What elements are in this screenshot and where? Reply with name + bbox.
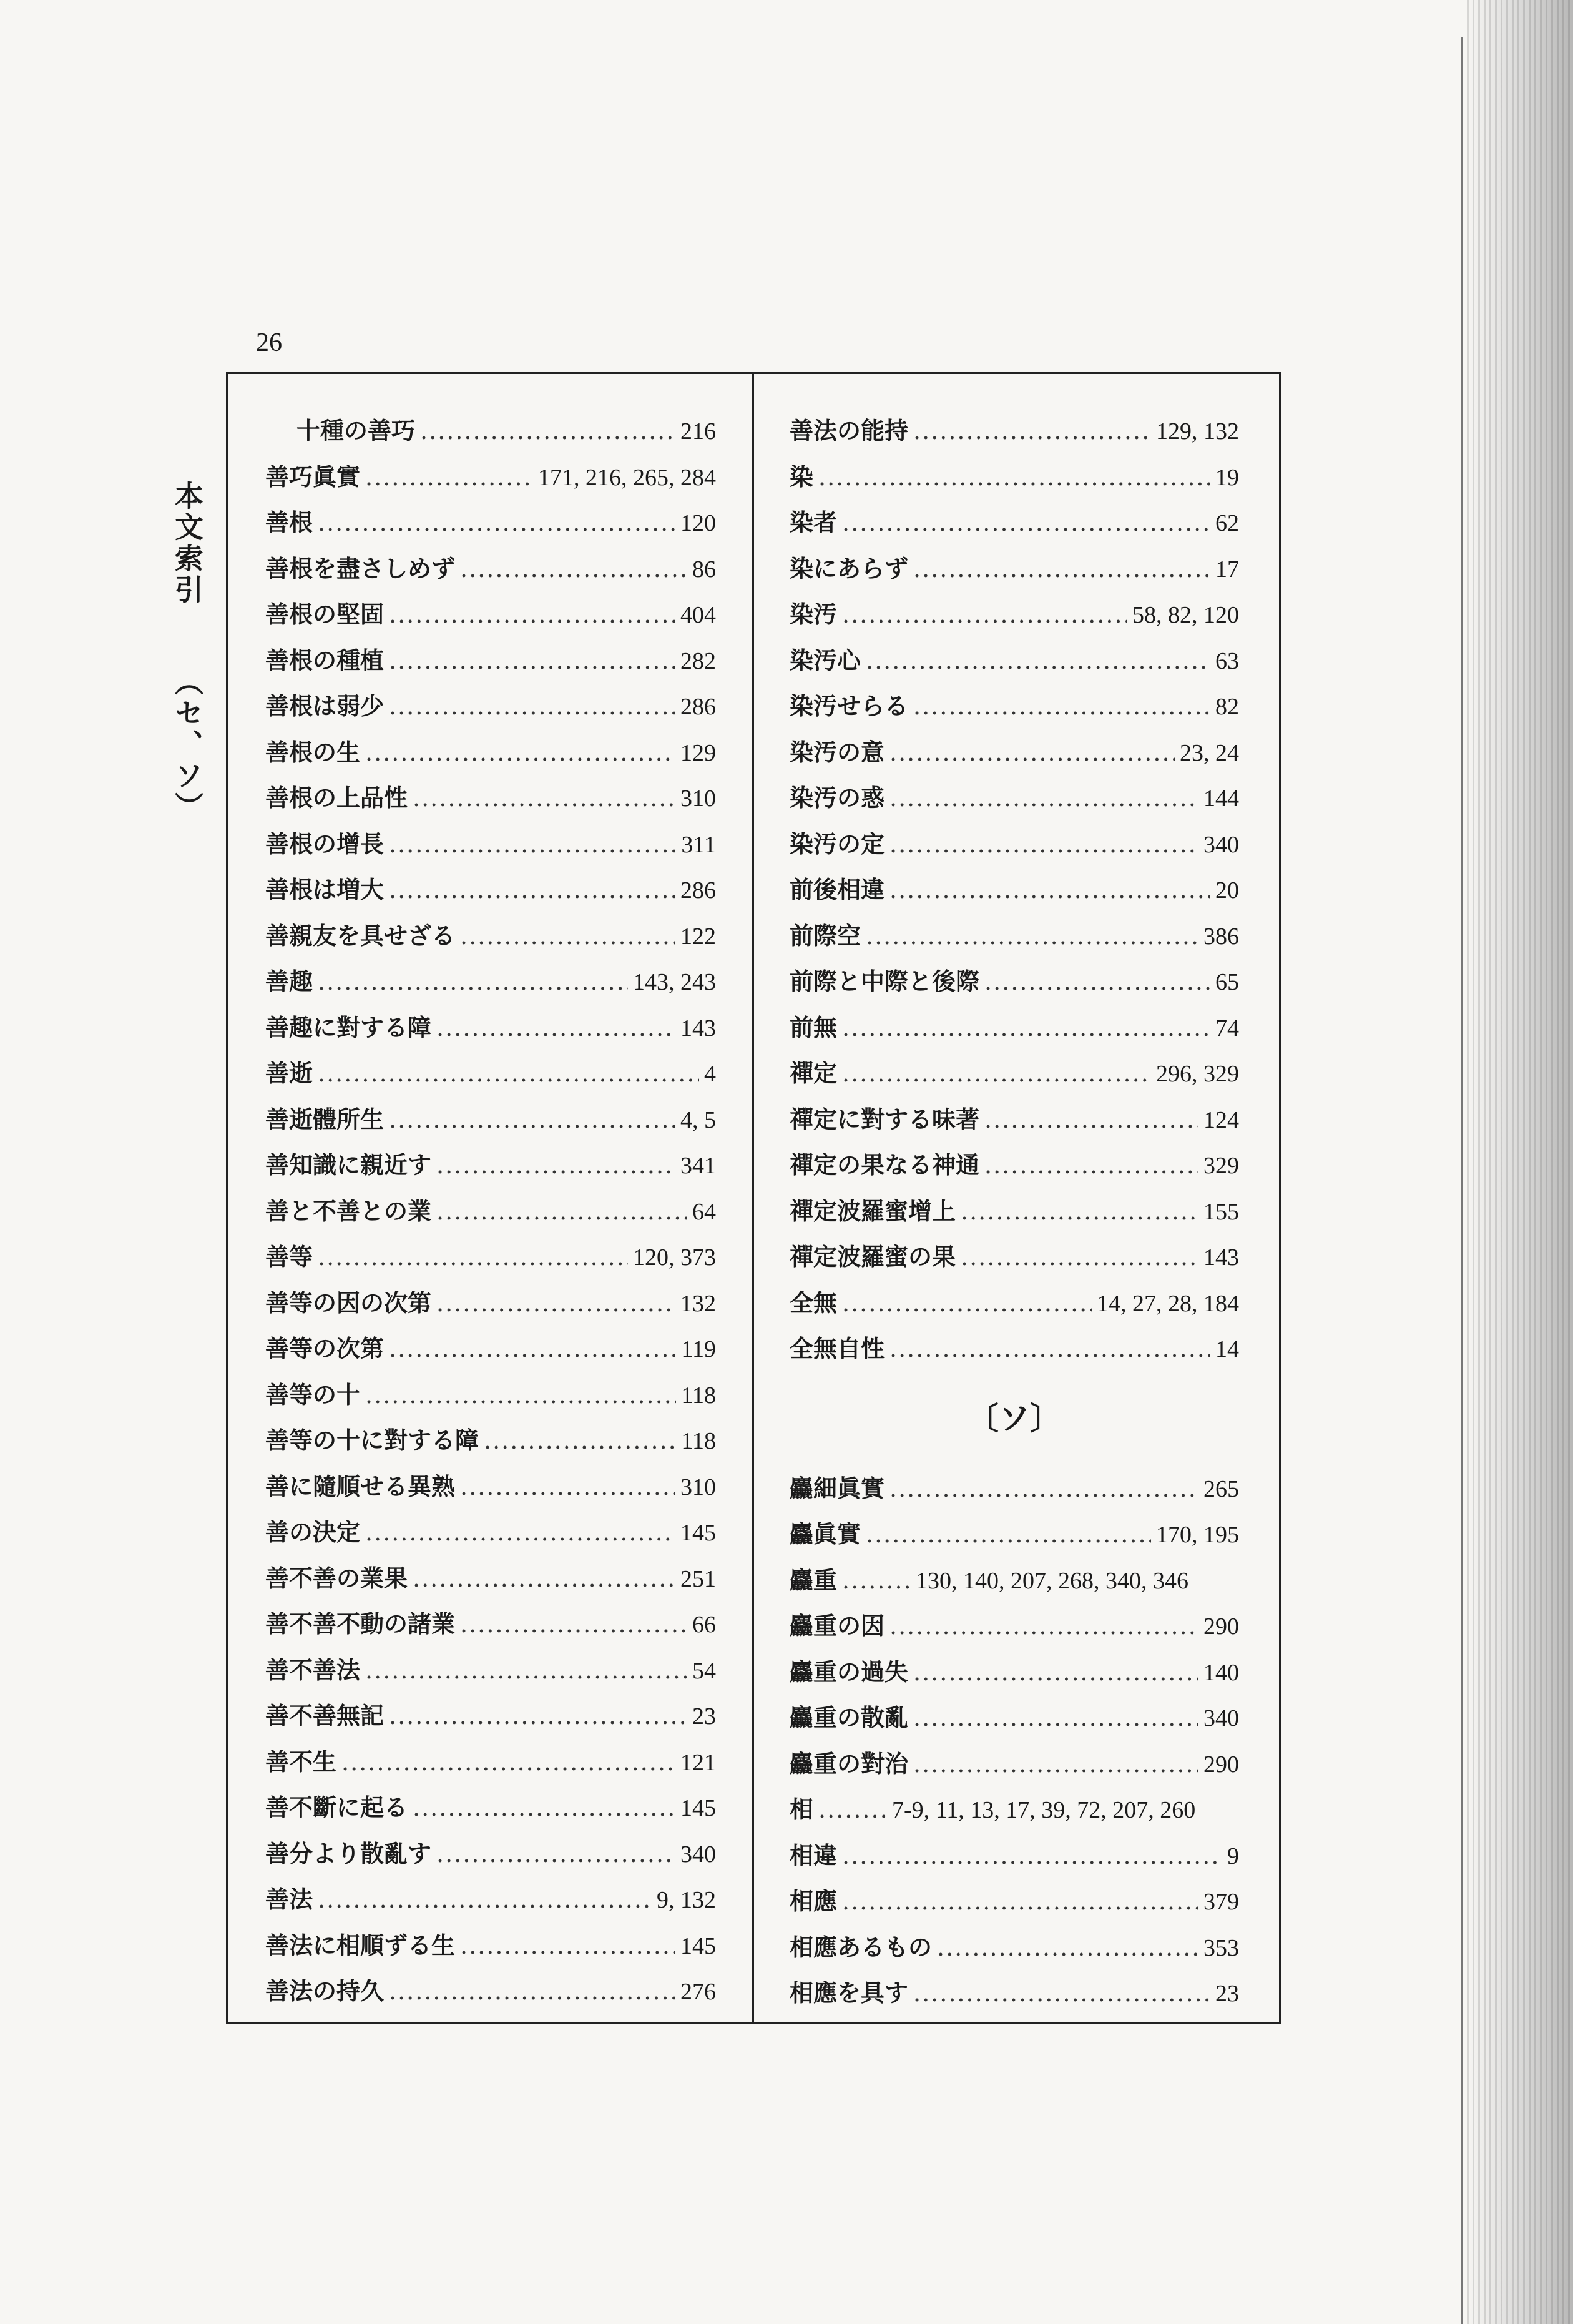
index-term: 禪定 — [790, 1059, 838, 1087]
index-term: 善趣に對する障 — [265, 1013, 432, 1041]
side-label-title: 本文索引 — [170, 481, 204, 606]
leader-dots — [460, 1923, 675, 1969]
leader-dots — [413, 1785, 675, 1831]
leader-dots — [842, 1833, 1222, 1879]
index-pages: 120, 373 — [633, 1244, 716, 1271]
index-term: 善不善法 — [265, 1655, 361, 1684]
leader-dots — [460, 913, 675, 960]
index-entry — [790, 1234, 1239, 1280]
index-entry — [265, 1693, 716, 1739]
index-entry — [790, 638, 1239, 684]
index-pages: 121 — [680, 1749, 716, 1776]
right-column — [790, 408, 1239, 2016]
leader-dots — [460, 1602, 687, 1648]
leader-dots — [389, 1326, 676, 1372]
index-term: 善根は弱少 — [265, 692, 385, 720]
leader-dots — [389, 684, 675, 730]
index-term: 善法 — [265, 1885, 313, 1913]
section-heading: 〔ソ〕 — [968, 1399, 1061, 1437]
index-term: 染汚の意 — [790, 737, 885, 766]
index-entry — [790, 1878, 1239, 1924]
index-term: 前無 — [790, 1013, 838, 1041]
leader-dots — [436, 1281, 675, 1327]
index-pages: 23 — [1215, 1981, 1239, 2007]
leader-dots — [866, 913, 1198, 960]
index-pages: 66 — [692, 1612, 716, 1638]
index-entry — [265, 1601, 716, 1647]
leader-dots — [365, 730, 675, 776]
index-entry — [790, 1649, 1239, 1695]
index-entry — [265, 1785, 716, 1831]
index-term: 善等の十 — [265, 1380, 361, 1409]
index-pages: 9 — [1227, 1843, 1239, 1869]
index-entry — [265, 1739, 716, 1785]
index-pages: 119 — [681, 1336, 716, 1362]
index-entry — [265, 1417, 716, 1464]
index-term: 染にあらず — [790, 554, 909, 583]
index-entry — [790, 1970, 1239, 2016]
leader-dots — [436, 1143, 675, 1189]
index-pages: 130, 140, 207, 268, 340, 346 — [916, 1567, 1189, 1594]
index-pages: 58, 82, 120 — [1132, 602, 1239, 628]
index-pages: 282 — [680, 647, 716, 674]
index-term: 善と不善との業 — [265, 1196, 432, 1225]
index-pages: 286 — [680, 877, 716, 904]
leader-dots — [341, 1740, 675, 1786]
index-term: 善法の持久 — [265, 1977, 385, 2005]
index-pages: 340 — [1203, 831, 1239, 858]
leader-dots — [961, 1234, 1198, 1281]
index-term: 相應を具す — [790, 1979, 909, 2007]
leader-dots — [889, 1466, 1198, 1512]
leader-dots — [389, 592, 675, 638]
index-term: 前後相違 — [790, 875, 885, 904]
index-term: 相應あるもの — [790, 1933, 933, 1961]
index-entry — [790, 1465, 1239, 1512]
index-entry — [790, 1741, 1239, 1787]
index-pages: 64 — [692, 1198, 716, 1225]
index-term: 善根の增長 — [265, 829, 385, 858]
scan-shadow-line — [1461, 37, 1463, 2324]
index-term: 善等の十に對する障 — [265, 1426, 479, 1454]
index-pages: 129, 132 — [1156, 418, 1239, 445]
index-entry — [790, 867, 1239, 913]
index-entry — [265, 729, 716, 775]
index-pages: 379 — [1203, 1889, 1239, 1915]
index-term: 善根の生 — [265, 737, 361, 766]
index-entry — [790, 1188, 1239, 1234]
leader-dots — [460, 546, 687, 593]
index-entry — [265, 1876, 716, 1923]
index-term: 全無自性 — [790, 1334, 885, 1362]
leader-dots — [365, 1372, 676, 1419]
index-term: 染汚せらる — [790, 692, 909, 720]
index-pages: 340 — [1203, 1705, 1239, 1731]
index-term: 善に隨順せる異熟 — [265, 1472, 456, 1500]
index-term: 善法の能持 — [790, 416, 909, 445]
leader-dots — [389, 822, 676, 868]
index-term: 善の決定 — [265, 1518, 361, 1546]
index-entry — [265, 1142, 716, 1188]
index-entry — [265, 1372, 716, 1418]
index-term: 麤重の過失 — [790, 1657, 909, 1686]
index-entry — [790, 1557, 1239, 1603]
index-pages: 145 — [680, 1795, 716, 1821]
index-pages: 7-9, 11, 13, 17, 39, 72, 207, 260 — [892, 1797, 1196, 1823]
index-term: 禪定の果なる神通 — [790, 1151, 980, 1179]
index-pages: 23, 24 — [1180, 739, 1239, 766]
index-entry — [265, 546, 716, 592]
index-pages: 118 — [681, 1428, 716, 1454]
index-term: 禪定波羅蜜增上 — [790, 1196, 956, 1225]
index-entry — [265, 1326, 716, 1372]
index-pages: 118 — [681, 1382, 716, 1409]
side-label — [169, 481, 206, 823]
index-entry — [265, 591, 716, 638]
index-term: 善不善の業果 — [265, 1563, 408, 1592]
index-pages: 14 — [1215, 1336, 1239, 1362]
leader-dots — [842, 1879, 1198, 1925]
index-pages: 17 — [1215, 556, 1239, 583]
index-term: 善巧眞實 — [265, 462, 361, 491]
index-pages: 251 — [680, 1565, 716, 1592]
leader-dots — [889, 775, 1198, 822]
index-pages: 310 — [680, 785, 716, 812]
leader-dots — [913, 408, 1151, 455]
index-entry — [790, 1005, 1239, 1051]
index-pages: 124 — [1203, 1106, 1239, 1133]
leader-dots — [318, 1234, 628, 1281]
index-term: 染汚 — [790, 600, 838, 628]
index-pages: 122 — [680, 923, 716, 950]
leader-dots — [984, 1097, 1198, 1143]
index-pages: 129 — [680, 739, 716, 766]
index-pages: 145 — [680, 1933, 716, 1959]
leader-dots — [436, 1189, 687, 1235]
index-term: 麤細眞實 — [790, 1474, 885, 1502]
index-entry — [790, 1511, 1239, 1557]
leader-dots — [913, 1741, 1198, 1788]
index-entry — [265, 1509, 716, 1555]
leader-dots — [484, 1418, 676, 1464]
index-pages: 340 — [680, 1841, 716, 1868]
index-term: 善法に相順ずる生 — [265, 1931, 456, 1959]
leader-dots — [913, 684, 1210, 730]
index-entry — [790, 1924, 1239, 1971]
leader-dots — [937, 1925, 1198, 1971]
index-pages: 4, 5 — [680, 1106, 716, 1133]
index-pages: 353 — [1203, 1934, 1239, 1961]
leader-dots — [365, 455, 533, 501]
leader-dots — [318, 1877, 652, 1923]
index-pages: 132 — [680, 1290, 716, 1317]
index-term: 善根の種植 — [265, 646, 385, 674]
page-number: 26 — [256, 328, 282, 357]
index-pages: 144 — [1203, 785, 1239, 812]
index-entry — [790, 821, 1239, 867]
index-entry — [265, 1923, 716, 1969]
index-entry — [790, 958, 1239, 1005]
leader-dots — [389, 638, 675, 684]
index-entry — [790, 1786, 1239, 1833]
index-entry — [265, 500, 716, 546]
leader-dots — [389, 1693, 687, 1740]
leader-dots — [913, 1971, 1210, 2017]
index-pages: 171, 216, 265, 284 — [538, 464, 716, 491]
index-term: 善根は増大 — [265, 875, 385, 904]
index-pages: 404 — [680, 602, 716, 628]
index-entry — [265, 1968, 716, 2014]
index-entry — [790, 775, 1239, 821]
index-entry — [790, 500, 1239, 546]
index-pages: 54 — [692, 1657, 716, 1684]
index-pages: 86 — [692, 556, 716, 583]
index-pages: 296, 329 — [1156, 1061, 1239, 1087]
index-pages: 20 — [1215, 877, 1239, 904]
index-term: 善不善無記 — [265, 1701, 385, 1730]
index-term: 相 — [790, 1795, 814, 1823]
index-entry — [790, 1142, 1239, 1188]
leader-dots — [842, 1005, 1210, 1051]
index-pages: 329 — [1203, 1153, 1239, 1179]
index-term: 禪定波羅蜜の果 — [790, 1243, 956, 1271]
index-pages: 19 — [1215, 464, 1239, 491]
index-pages: 62 — [1215, 510, 1239, 536]
index-entry — [265, 1005, 716, 1051]
index-entry — [265, 454, 716, 500]
leader-dots — [913, 546, 1210, 593]
index-term: 善不生 — [265, 1747, 337, 1776]
index-entry — [265, 1831, 716, 1877]
leader-dots — [389, 1097, 675, 1143]
index-entry — [790, 591, 1239, 638]
index-term: 十種の善巧 — [296, 416, 416, 445]
index-term: 前際と中際と後際 — [790, 967, 980, 995]
index-term: 善不善不動の諸業 — [265, 1610, 456, 1638]
leader-dots — [413, 1556, 675, 1602]
index-entry — [265, 1555, 716, 1602]
index-term: 善等の因の次第 — [265, 1288, 432, 1317]
index-entry — [790, 454, 1239, 500]
index-entry — [790, 683, 1239, 729]
index-pages: 9, 132 — [657, 1887, 716, 1913]
leader-dots — [842, 500, 1210, 546]
side-label-paren: （セ、ソ） — [170, 667, 204, 823]
index-pages: 143 — [680, 1015, 716, 1041]
index-pages: 311 — [681, 831, 716, 858]
leader-dots — [818, 455, 1210, 501]
index-term: 染 — [790, 462, 814, 491]
index-pages: 143 — [1203, 1244, 1239, 1271]
index-entry — [265, 867, 716, 913]
index-entry — [790, 1050, 1239, 1096]
index-term: 善等 — [265, 1243, 313, 1271]
scan-edge-shading — [1467, 0, 1573, 2324]
index-pages: 276 — [680, 1979, 716, 2005]
index-term: 染汚の惑 — [790, 784, 885, 812]
leader-dots — [866, 638, 1210, 684]
index-term: 善根の堅固 — [265, 600, 385, 628]
index-entry — [790, 1096, 1239, 1143]
index-term: 善知識に親近す — [265, 1151, 432, 1179]
index-term: 麤重の對治 — [790, 1749, 909, 1778]
leader-dots — [842, 1051, 1151, 1097]
index-term: 染汚の定 — [790, 829, 885, 858]
leader-dots — [913, 1695, 1198, 1741]
index-pages: 82 — [1215, 694, 1239, 720]
index-term: 染者 — [790, 508, 838, 536]
index-entry — [265, 1280, 716, 1326]
index-term: 前際空 — [790, 921, 861, 950]
index-entry — [790, 729, 1239, 775]
index-pages: 63 — [1215, 647, 1239, 674]
index-pages: 4 — [704, 1061, 716, 1087]
leader-dots — [460, 1464, 675, 1510]
right-column-top — [790, 408, 1239, 1372]
index-term: 善逝 — [265, 1059, 313, 1087]
index-entry — [265, 958, 716, 1005]
leader-dots — [889, 1326, 1210, 1372]
index-entry — [265, 1096, 716, 1143]
leader-dots — [842, 1281, 1092, 1327]
index-term: 全無 — [790, 1288, 838, 1317]
leader-dots — [889, 1603, 1198, 1650]
leader-dots — [984, 959, 1210, 1005]
index-entry — [790, 1603, 1239, 1649]
index-entry — [265, 913, 716, 959]
leader-dots — [889, 867, 1210, 913]
index-pages: 216 — [680, 418, 716, 445]
index-pages: 290 — [1203, 1613, 1239, 1640]
index-term: 相應 — [790, 1887, 838, 1915]
leader-dots — [389, 867, 675, 913]
leader-dots — [889, 822, 1198, 868]
index-term: 麤重 — [790, 1565, 838, 1594]
leader-dots — [436, 1831, 675, 1878]
index-pages: 145 — [680, 1520, 716, 1546]
leader-dots — [842, 592, 1127, 638]
index-pages: 120 — [680, 510, 716, 536]
leader-dots — [318, 1051, 699, 1097]
index-term: 禪定に對する味著 — [790, 1105, 980, 1133]
index-term: 麤眞實 — [790, 1520, 861, 1548]
index-term: 善分より散亂す — [265, 1839, 432, 1868]
index-pages: 74 — [1215, 1015, 1239, 1041]
leader-dots — [318, 959, 628, 1005]
leader-dots — [436, 1005, 675, 1051]
index-entry — [790, 1326, 1239, 1372]
leader-dots — [913, 1650, 1198, 1696]
leader-dots — [866, 1512, 1151, 1558]
leader-dots — [818, 1787, 887, 1833]
index-pages: 170, 195 — [1156, 1522, 1239, 1548]
index-entry — [265, 1464, 716, 1510]
leader-dots — [365, 1648, 687, 1694]
index-entry — [265, 1647, 716, 1693]
index-entry — [790, 546, 1239, 592]
index-term: 麤重の散亂 — [790, 1703, 909, 1731]
index-entry — [265, 408, 716, 454]
index-term: 善親友を具せざる — [265, 921, 456, 950]
index-term: 善逝體所生 — [265, 1105, 385, 1133]
leader-dots — [889, 730, 1175, 776]
left-column — [265, 408, 716, 2014]
index-pages: 310 — [680, 1474, 716, 1500]
index-pages: 386 — [1203, 923, 1239, 950]
index-term: 善根 — [265, 508, 313, 536]
index-term: 善根を盡さしめず — [265, 554, 456, 583]
index-entry — [265, 1234, 716, 1280]
index-pages: 286 — [680, 694, 716, 720]
index-term: 善趣 — [265, 967, 313, 995]
index-term: 相違 — [790, 1841, 838, 1869]
index-pages: 341 — [680, 1153, 716, 1179]
index-pages: 290 — [1203, 1751, 1239, 1778]
right-column-bottom — [790, 1465, 1239, 2016]
index-term: 善不斷に起る — [265, 1793, 408, 1821]
index-entry — [790, 408, 1239, 454]
index-pages: 265 — [1203, 1475, 1239, 1502]
leader-dots — [420, 408, 675, 455]
index-entry — [265, 683, 716, 729]
index-term: 染汚心 — [790, 646, 861, 674]
index-pages: 155 — [1203, 1198, 1239, 1225]
leader-dots — [365, 1510, 675, 1556]
index-entry — [790, 1833, 1239, 1879]
index-pages: 23 — [692, 1703, 716, 1730]
index-entry — [265, 821, 716, 867]
index-pages: 65 — [1215, 969, 1239, 995]
index-entry — [265, 638, 716, 684]
index-pages: 14, 27, 28, 184 — [1097, 1290, 1239, 1317]
index-entry — [790, 1280, 1239, 1326]
index-entry — [265, 775, 716, 821]
column-divider — [752, 372, 754, 2024]
index-entry — [790, 1695, 1239, 1741]
leader-dots — [389, 1969, 675, 2015]
leader-dots — [961, 1189, 1198, 1235]
index-entry — [790, 913, 1239, 959]
leader-dots — [318, 500, 675, 546]
index-term: 善等の次第 — [265, 1334, 385, 1362]
index-entry — [265, 1188, 716, 1234]
leader-dots — [842, 1558, 911, 1604]
index-term: 善根の上品性 — [265, 784, 408, 812]
leader-dots — [413, 775, 675, 822]
index-entry — [265, 1050, 716, 1096]
leader-dots — [984, 1143, 1198, 1189]
index-term: 麤重の因 — [790, 1612, 885, 1640]
index-pages: 143, 243 — [633, 969, 716, 995]
index-pages: 140 — [1203, 1659, 1239, 1686]
